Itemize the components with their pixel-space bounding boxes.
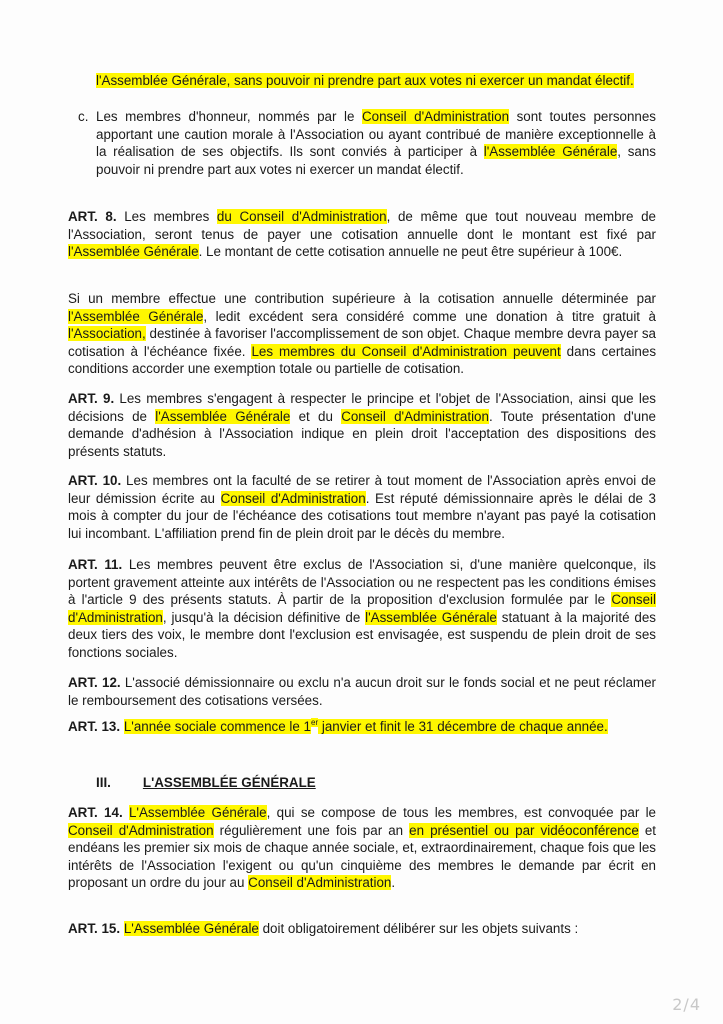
article-9: ART. 9. Les membres s'engagent à respecter le principe et l'objet de l'Association, ainsi que les décisions de l'Assemblée Générale et du Conseil d'Administration. Toute présentation d'une demande d'adhésion à l'Association indique en plein droit l'acceptation des dispositions des présents statuts. (68, 391, 656, 459)
article-15: ART. 15. L'Assemblée Générale doit obligatoirement délibérer sur les objets suivants : (68, 921, 579, 936)
article-label: ART. 11. (68, 557, 123, 572)
article-label: ART. 15. (68, 921, 121, 936)
article-12: ART. 12. L'associé démissionnaire ou exclu n'a aucun droit sur le fonds social et ne peut réclamer le remboursement des cotisations versées. (68, 675, 656, 708)
article-8-paragraph-2: Si un membre effectue une contribution supérieure à la cotisation annuelle déterminée par l'Assemblée Générale, ledit excédent sera considéré comme une donation à titre gratuit à l'Association, destinée à favoriser l'accomplissement de son objet. Chaque membre devra payer sa cotisation à l'échéance fixée. Les membres du Conseil d'Administration peuvent dans certaines conditions accorder une exemption totale ou partielle de cotisation. (68, 291, 657, 376)
article-13: ART. 13. L'année sociale commence le 1er janvier et finit le 31 décembre de chaque année. (68, 717, 608, 734)
article-label: ART. 8. (68, 209, 117, 224)
paragraph-continuation (96, 72, 656, 90)
article-label: ART. 14. (68, 805, 123, 820)
section-number: III. (96, 775, 111, 790)
article-10: ART. 10. Les membres ont la faculté de se retirer à tout moment de l'Association après envoi de leur démission écrite au Conseil d'Administration. Est réputé démissionnaire après le délai de 3 mois à compter du jour de l'échéance des cotisations tout membre n'ayant pas payé la cotisation lui incombant. L'affiliation prend fin de plein droit par le décès du membre. (68, 473, 657, 541)
page-number: 2/4 (672, 995, 701, 1014)
section-title: L'ASSEMBLÉE GÉNÉRALE (142, 775, 316, 790)
article-label: ART. 12. (68, 675, 121, 690)
article-8: ART. 8. Les membres du Conseil d'Administration, de même que tout nouveau membre de l'Association, seront tenus de payer une cotisation annuelle dont le montant est fixé par l'Assemblée Générale. Le montant de cette cotisation annuelle ne peut être supérieur à 100€. (68, 209, 657, 259)
list-item-c: Les membres d'honneur, nommés par le Conseil d'Administration sont toutes personnes apportant une caution morale à l'Association ou ayant contribué de manière exceptionnelle à la réalisation de ses objectifs. Ils sont conviés à participer à l'Assemblée Générale, sans pouvoir ni prendre part aux votes ni exercer un mandat électif. (96, 109, 657, 177)
article-11: ART. 11. Les membres peuvent être exclus de l'Association si, d'une manière quelconque, ils portent gravement atteinte aux intérêts de l'Association ou ne respectent pas les conditions émises à l'article 9 des présents statuts. À partir de la proposition d'exclusion formulée par le Conseil d'Administration, jusqu'à la décision définitive de l'Assemblée Générale statuant à la majorité des deux tiers des voix, le membre dont l'exclusion est envisagée, est suspendu de plein droit de ses fonctions sociales. (68, 557, 656, 660)
article-label: ART. 10. (68, 473, 122, 488)
list-marker-c: c. (78, 109, 89, 124)
section-heading (96, 774, 316, 792)
highlighted-text: l'Assemblée Générale, sans pouvoir ni prendre part aux votes ni exercer un mandat électif. (96, 73, 634, 88)
article-label: ART. 13. (68, 719, 121, 734)
article-14: ART. 14. L'Assemblée Générale, qui se compose de tous les membres, est convoquée par le Conseil d'Administration régulièrement une fois par an en présentiel ou par vidéoconférence et endéans les premier six mois de chaque année sociale, et, extraordinairement, chaque fois que les intérêts de l'Association l'exigent ou qu'un cinquième des membres le demande par écrit en proposant un ordre du jour au Conseil d'Administration. (68, 805, 657, 890)
article-label: ART. 9. (68, 391, 115, 406)
